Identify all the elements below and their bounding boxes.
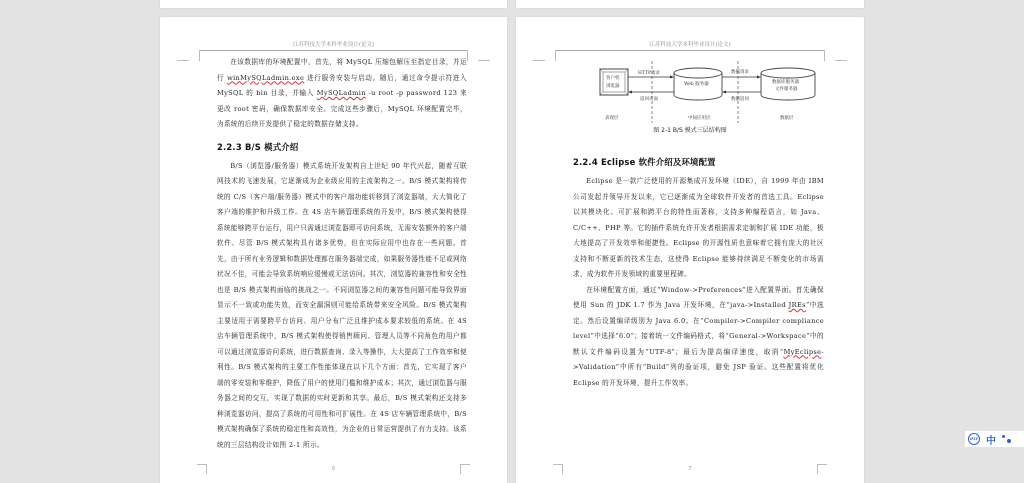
document-page-7[interactable] [516,17,864,483]
input-method-toolbar[interactable] [965,431,1024,447]
text-segment: 在环境配置方面，通过“Window->Preferences”进入配置界面。首先确保使用 Sun 的 JDK 1.7 作为 Java 开发环境，在“java->Installed [573,285,824,309]
middle-layer-label: 中间应用层 [688,116,711,121]
db-server-label: 数据库服务器 [772,80,799,85]
punctuation-mode-icon[interactable] [1002,434,1012,444]
spellcheck-flagged-word: JREs [788,301,806,309]
page-body[interactable] [217,55,467,453]
chinese-mode-toggle[interactable]: 中 [986,435,996,447]
document-page-6[interactable] [160,17,507,483]
ifly-logo-icon[interactable]: iFLY [968,433,980,445]
section-heading-2-2-3: 2.2.3 B/S 模式介绍 [217,141,299,152]
text-segment: ->Validation”中所有“Build”列的验证项，避免 JSP 验证。这些配置将优化 Eclipse 的开发环境，提升工作效率。 [573,347,824,387]
margin-corner-top-left [545,50,556,61]
presentation-layer-label: 表现层 [605,116,619,121]
margin-corner-top-right [824,50,835,61]
paragraph-eclipse-intro: Eclipse 是一款广泛使用的开源集成开发环境（IDE），自 1999 年由 IBM 公司发起并领导开发以来，它已逐渐成为全球软件开发者的首选工具。Eclipse 以其模块化、可扩展和跨平台的特性而著称，支持多种编程语言，如 Java、C/C++、PHP 等。它的插件系统允许开发者根据需求定制和扩展 IDE 功能，极大地提高了开发效率和便捷性。Eclipse 的开源性质也意味着它拥有庞大的社区支持和不断更新的技术生态，这使得 Eclipse 能够持续满足不断变化的市场需求，成为软件开发领域的重要里程碑。 [573,177,824,278]
spellcheck-flagged-word: MySQLadmin [316,89,366,97]
http-request-label: HTTP请求 [638,71,661,76]
margin-corner-top-left [189,50,200,61]
header-rule [200,50,467,51]
client-label-1: 客户机 [606,76,620,81]
page-header-title: 江苏科技大学本科毕业设计(论文) [649,42,731,48]
page-number: 7 [688,466,692,472]
diagram-shapes [596,61,826,133]
data-return-label: 数据返回 [731,97,749,102]
spellcheck-flagged-word: winMySQLadmin.exe [227,73,305,82]
margin-corner-top-right [467,50,478,61]
paragraph-mysql-config [217,55,467,133]
figure-caption: 图 2-1 B/S 模式三层结构图 [653,127,727,134]
web-server-label: Web 服务器 [684,82,709,87]
text-segment: 在该数据库的环境配置中，首先，将 MySQL 压缩包解压至指定目录，并运行 [217,58,467,82]
text-segment: ”中选定。然后设置编译级别为 Java 6.0。在“Compiler->Compiler compliance level”中选择“6.0”；接着统一文件编码格式，将“General->Workspace”中的默认文件编码设置为“UTF-8”；最后为提高编译速度，取消“ [573,301,824,356]
previous-page-left [160,0,507,8]
client-label-2: 浏览器 [606,84,620,89]
bs-architecture-diagram [596,61,826,133]
data-layer-label: 数据层 [780,116,794,121]
previous-page-right [516,0,864,8]
data-request-label: 数据请求 [731,70,749,75]
file-server-label: 文件服务器 [775,87,798,92]
page-header-title: 江苏科技大学本科毕业设计(论文) [292,42,375,48]
text-segment: 进行服务安装与启动。随后，通过命令提示符进入 MySQL 的 bin 目录，并输入 [217,73,468,97]
text-segment: -u root -p password 123 来更改 root 密码，确保数据库安全。完成这些步骤后，MySQL 环境配置完毕，为系统的后续开发提供了稳定的数据存储支持。 [217,89,467,128]
section-heading-2-2-4: 2.2.4 Eclipse 软件介绍及环境配置 [573,157,716,167]
page-number: 6 [331,466,336,472]
return-page-label: 返回页面 [640,97,658,102]
header-rule [556,50,824,51]
page-body[interactable] [573,148,824,391]
paragraph-eclipse-config [573,283,824,392]
spellcheck-flagged-word: MyEclipse [783,347,822,356]
paragraph-bs-mode: B/S（浏览器/服务器）模式系统开发架构自上世纪 90 年代兴起，随着互联网技术的飞速发展，它逐渐成为企业级应用的主流架构之一。B/S 模式架构将传统的 C/S（客户端/服务器）模式中的客户端功能转移到了浏览器端，大大简化了客户端的维护和升级工作。在 4S 店车辆管理系统的开发中，B/S 模式架构使得系统能够跨平台运行，用户只需通过浏览器即可访问系统，无需安装额外的客户端软件。尽管 B/S 模式架构具有诸多优势，但在实际应用中也存在一些问题。首先，由于所有业务逻辑和数据处理都在服务器端完成，如果服务器性能不足或网络状况不佳，可能会导致系统响应缓慢或无法访问。其次，浏览器的兼容性和安全性也是 B/S 模式架构面临的挑战之一。不同浏览器之间的兼容性问题可能导致界面显示不一致或功能失效，而安全漏洞则可能给系统带来安全风险。B/S 模式架构主要适用于需要跨平台访问、用户分布广泛且维护成本要求较低的系统。在 4S 店车辆管理系统中，B/S 模式架构使得销售顾问、管理人员等不同角色的用户都可以通过浏览器访问系统，进行数据查询、录入等操作，大大提高了工作效率和便利性。B/S 模式架构的主要工作性能体现在以下几个方面：首先，它实现了客户端的零安装和零维护，降低了用户的使用门槛和维护成本；其次，通过浏览器与服务器之间的交互，实现了数据的实时更新和共享。最后，B/S 模式架构还支持多种浏览器访问，提高了系统的可用性和可扩展性。在 4S 店车辆管理系统中，B/S 模式架构确保了系统的稳定性和高效性，为企业的日常运营提供了有力支持。该系统的三层结构设计如图 2-1 所示。 [217,161,467,449]
